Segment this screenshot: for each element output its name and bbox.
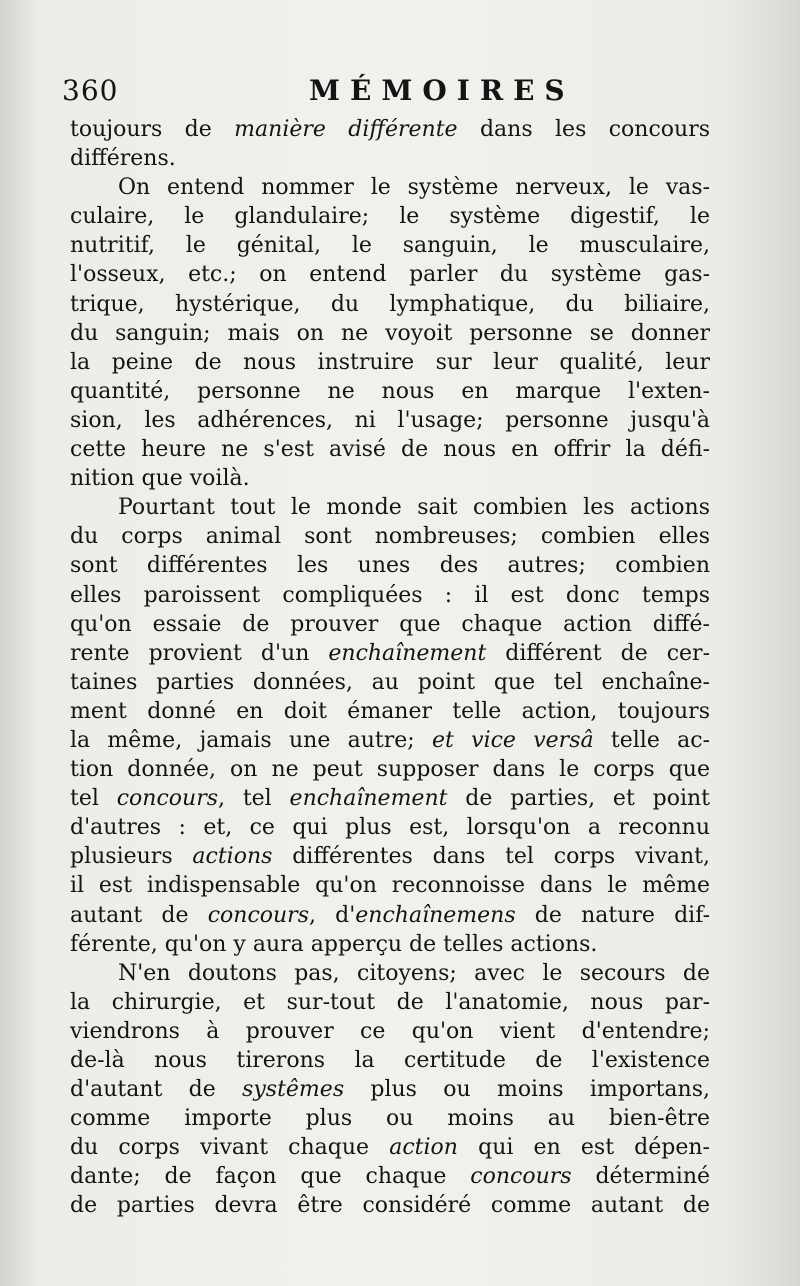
text-line: rente provient d'un enchaînement différent de cer- <box>70 640 710 666</box>
body-text <box>70 115 710 1221</box>
text-line: différens. <box>70 146 176 172</box>
text-line: férente, qu'on y aura apperçu de telles actions. <box>70 931 598 957</box>
text-line: autant de concours, d'enchaînemens de nature dif- <box>70 902 710 928</box>
text-line: elles paroissent compliquées : il est donc temps <box>70 582 710 608</box>
text-line: sion, les adhérences, ni l'usage; personne jusqu'à <box>70 407 710 433</box>
text-line: nition que voilà. <box>70 466 250 492</box>
text-line: d'autant de systêmes plus ou moins importans, <box>70 1077 710 1103</box>
text-line: nutritif, le génital, le sanguin, le musculaire, <box>70 233 710 259</box>
text-line: toujours de manière différente dans les concours <box>70 117 710 142</box>
running-head: MÉMOIRES <box>309 74 575 107</box>
text-line: du sanguin; mais on ne voyoit personne se donner <box>70 320 710 346</box>
text-line: l'osseux, etc.; on entend parler du système gas- <box>70 262 710 288</box>
text-line: ment donné en doit émaner telle action, toujours <box>70 698 710 724</box>
page-number: 360 <box>62 74 119 107</box>
text-line: il est indispensable qu'on reconnoisse dans le même <box>70 873 710 899</box>
text-line: N'en doutons pas, citoyens; avec le secours de <box>118 960 710 986</box>
page-header <box>62 74 712 108</box>
text-line: tion donnée, on ne peut supposer dans le corps que <box>70 757 710 783</box>
text-line: quantité, personne ne nous en marque l'exten- <box>70 378 710 404</box>
text-line: On entend nommer le système nerveux, le vas- <box>118 175 710 201</box>
text-line: la chirurgie, et sur-tout de l'anatomie, nous par- <box>70 989 710 1015</box>
text-line: taines parties données, au point que tel enchaîne- <box>70 669 710 695</box>
text-line: viendrons à prouver ce qu'on vient d'entendre; <box>70 1018 710 1044</box>
text-line: tel concours, tel enchaînement de parties, et point <box>70 786 710 812</box>
text-line: sont différentes les unes des autres; combien <box>70 553 710 579</box>
text-line: comme importe plus ou moins au bien-être <box>70 1106 710 1132</box>
text-line: du corps animal sont nombreuses; combien elles <box>70 524 710 550</box>
text-line: Pourtant tout le monde sait combien les actions <box>118 495 710 521</box>
text-line: qu'on essaie de prouver que chaque action diffé- <box>70 611 710 637</box>
text-line: dante; de façon que chaque concours déterminé <box>70 1164 710 1190</box>
text-line: du corps vivant chaque action qui en est dépen- <box>70 1135 710 1161</box>
text-line: de-là nous tirerons la certitude de l'existence <box>70 1048 710 1073</box>
text-line: de parties devra être considéré comme autant de <box>70 1193 710 1219</box>
text-line: plusieurs actions différentes dans tel corps vivant, <box>70 844 710 870</box>
text-line: la même, jamais une autre; et vice versâ telle ac- <box>70 727 710 753</box>
text-line: trique, hystérique, du lymphatique, du biliaire, <box>70 291 710 317</box>
text-line: cette heure ne s'est avisé de nous en offrir la défi- <box>70 437 710 463</box>
text-line: la peine de nous instruire sur leur qualité, leur <box>70 349 710 375</box>
text-line: culaire, le glandulaire; le système digestif, le <box>70 204 710 230</box>
text-line: d'autres : et, ce qui plus est, lorsqu'on a reconnu <box>70 815 710 841</box>
